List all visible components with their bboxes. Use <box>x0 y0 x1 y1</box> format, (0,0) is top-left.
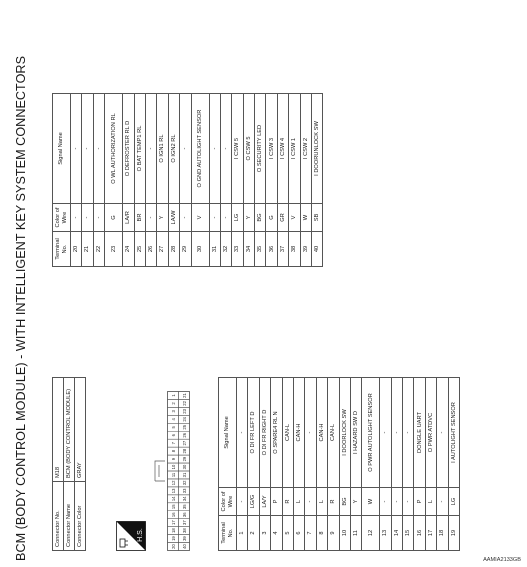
wire-color-cell: - <box>93 204 104 232</box>
terminal-no-cell: 9 <box>328 516 339 551</box>
wire-color-cell: - <box>403 488 414 516</box>
connector-pin-number: 9 <box>171 457 177 461</box>
wire-color-cell: - <box>391 488 402 516</box>
header-wire-color: Color of Wire <box>53 204 71 232</box>
terminal-no-cell: 35 <box>255 232 266 267</box>
table-row <box>414 378 425 551</box>
terminal-no-cell: 5 <box>282 516 293 551</box>
table-row <box>134 94 145 267</box>
connector-pin-number: 26 <box>182 432 188 438</box>
signal-name-cell: O GND AUTOLIGHT SENSOR <box>191 94 209 204</box>
connector-pin-number: 40 <box>182 544 188 549</box>
hs-label: H.S. <box>137 528 144 542</box>
wire-color-cell: - <box>305 488 316 516</box>
signal-name-cell: O DI FR LEFT D <box>248 378 259 488</box>
signal-name-cell: I DOORUNLOCK SW <box>312 94 323 204</box>
wire-color-cell: - <box>237 488 248 516</box>
signal-name-cell: I CSW 2 <box>300 94 311 204</box>
signal-name-cell: O CSW 5 <box>243 94 254 204</box>
wire-color-cell: Y <box>350 488 361 516</box>
signal-name-cell: O DEFROSTER RL D <box>123 94 134 204</box>
wire-color-cell: L <box>425 488 436 516</box>
table-row <box>105 94 123 267</box>
connector-pin-number: 4 <box>171 418 177 421</box>
wire-color-cell: W <box>300 204 311 232</box>
table-row <box>448 378 459 551</box>
connector-pin-number: 1 <box>171 394 177 397</box>
connector-info-row <box>64 378 75 551</box>
wire-color-cell: - <box>180 204 191 232</box>
connector-face-icon <box>153 391 205 551</box>
signal-name-cell: - <box>209 94 220 204</box>
connector-info-value: M18 <box>53 378 64 482</box>
connector-pin-number: 39 <box>182 536 188 541</box>
signal-name-cell: O SECURITY LED <box>255 94 266 204</box>
terminal-no-cell: 18 <box>437 516 448 551</box>
terminal-no-cell: 34 <box>243 232 254 267</box>
wire-color-cell: BG <box>339 488 350 516</box>
table-row <box>339 378 350 551</box>
connector-pin-number: 29 <box>182 456 188 462</box>
wire-color-cell: R <box>282 488 293 516</box>
signal-name-cell: CAN-L <box>282 378 293 488</box>
terminal-no-cell: 20 <box>71 232 82 267</box>
terminal-no-cell: 6 <box>293 516 304 551</box>
terminal-no-cell: 31 <box>209 232 220 267</box>
connector-pin-number: 17 <box>171 520 177 526</box>
table-row <box>248 378 259 551</box>
connector-pin-number: 2 <box>171 402 177 405</box>
table-row <box>243 94 254 267</box>
wire-color-cell: LA/R <box>123 204 134 232</box>
connector-pin-number: 31 <box>182 472 188 478</box>
terminal-no-cell: 40 <box>312 232 323 267</box>
terminal-no-cell: 16 <box>414 516 425 551</box>
connector-pin-number: 12 <box>171 480 177 486</box>
wire-color-cell: G <box>105 204 123 232</box>
table-row <box>209 94 220 267</box>
terminal-no-cell: 21 <box>82 232 93 267</box>
terminal-no-cell: 32 <box>220 232 231 267</box>
table-row <box>403 378 414 551</box>
table-row <box>380 378 391 551</box>
terminal-no-cell: 14 <box>391 516 402 551</box>
terminal-no-cell: 29 <box>180 232 191 267</box>
wire-color-cell: - <box>145 204 156 232</box>
connector-info-value: BCM (BODY CONTROL MODULE) <box>64 378 75 482</box>
connector-pin-number: 33 <box>182 488 188 494</box>
terminal-no-cell: 22 <box>93 232 104 267</box>
table-row <box>437 378 448 551</box>
terminal-no-cell: 1 <box>237 516 248 551</box>
header-signal-name: Signal Name <box>219 378 237 488</box>
table-row <box>220 94 231 267</box>
table-row <box>232 94 243 267</box>
wire-color-cell: - <box>71 204 82 232</box>
terminal-no-cell: 23 <box>105 232 123 267</box>
signal-name-cell: - <box>437 378 448 488</box>
signal-name-cell: I DOORLOCK SW <box>339 378 350 488</box>
table-row <box>350 378 361 551</box>
signal-name-cell: - <box>380 378 391 488</box>
terminal-no-cell: 10 <box>339 516 350 551</box>
connector-info-row <box>53 378 64 551</box>
table-row <box>93 94 104 267</box>
signal-name-cell: - <box>82 94 93 204</box>
signal-name-cell: O SPARE4 RL N <box>271 378 282 488</box>
connector-pin-number: 19 <box>171 536 177 541</box>
terminal-no-cell: 28 <box>168 232 179 267</box>
wire-color-cell: - <box>380 488 391 516</box>
figure-code: AAMIA2133GB <box>483 557 521 563</box>
connector-info-value: GRAY <box>75 378 86 482</box>
table-row <box>362 378 380 551</box>
signal-name-cell: - <box>145 94 156 204</box>
signal-name-cell: CAN-L <box>328 378 339 488</box>
connector-pin-number: 38 <box>182 528 188 533</box>
connector-pin-number: 24 <box>182 416 188 422</box>
connector-pin-number: 27 <box>182 440 188 446</box>
table-row <box>145 94 156 267</box>
connector-pin-number: 11 <box>171 472 177 478</box>
terminal-no-cell: 7 <box>305 516 316 551</box>
signal-name-cell: I AUTOLIGHT SENSOR <box>448 378 459 488</box>
terminal-no-cell: 2 <box>248 516 259 551</box>
table-row <box>71 94 82 267</box>
table-row <box>316 378 327 551</box>
signal-name-cell: O DI FR RIGHT D <box>259 378 270 488</box>
wire-color-cell: V <box>289 204 300 232</box>
wire-color-cell: - <box>82 204 93 232</box>
terminal-no-cell: 17 <box>425 516 436 551</box>
connector-pin-number: 34 <box>182 496 188 502</box>
wire-color-cell: BR <box>134 204 145 232</box>
connector-pin-number: 15 <box>171 504 177 510</box>
terminal-no-cell: 33 <box>232 232 243 267</box>
signal-name-cell: - <box>71 94 82 204</box>
terminal-no-cell: 12 <box>362 516 380 551</box>
table-row <box>180 94 191 267</box>
table-row <box>289 94 300 267</box>
signal-name-cell: - <box>180 94 191 204</box>
connector-pin-number: 5 <box>171 426 177 429</box>
signal-table-terminals-20-40 <box>52 93 323 267</box>
signal-name-cell: - <box>220 94 231 204</box>
connector-pin-number: 16 <box>171 512 177 518</box>
table-row <box>271 378 282 551</box>
signal-name-cell: I CSW 1 <box>289 94 300 204</box>
signal-name-cell: DONGLE UART <box>414 378 425 488</box>
table-row <box>328 378 339 551</box>
wire-color-cell: LG <box>232 204 243 232</box>
connector-pin-number: 3 <box>171 410 177 413</box>
signal-name-cell: O IGN1 RL <box>157 94 168 204</box>
terminal-no-cell: 11 <box>350 516 361 551</box>
connector-pin-number: 20 <box>171 544 177 549</box>
signal-name-cell: I CSW 3 <box>266 94 277 204</box>
signal-name-cell: O BAT TEMP1 RL <box>134 94 145 204</box>
wire-color-cell: L <box>316 488 327 516</box>
wire-color-cell: - <box>220 204 231 232</box>
table-row <box>123 94 134 267</box>
wire-color-cell: LG <box>448 488 459 516</box>
table-row <box>237 378 248 551</box>
terminal-no-cell: 27 <box>157 232 168 267</box>
header-signal-name: Signal Name <box>53 94 71 204</box>
signal-name-cell: - <box>403 378 414 488</box>
terminal-no-cell: 38 <box>289 232 300 267</box>
terminal-no-cell: 30 <box>191 232 209 267</box>
connector-pin-number: 28 <box>182 448 188 454</box>
terminal-no-cell: 4 <box>271 516 282 551</box>
terminal-no-cell: 37 <box>277 232 288 267</box>
terminal-no-cell: 36 <box>266 232 277 267</box>
connector-pin-number: 10 <box>171 464 177 470</box>
signal-name-cell: CAN-H <box>316 378 327 488</box>
connector-pin-number: 7 <box>171 442 177 445</box>
table-row <box>277 94 288 267</box>
connector-pin-number: 6 <box>171 434 177 437</box>
table-row <box>312 94 323 267</box>
wire-color-cell: L <box>293 488 304 516</box>
connector-info-label: Connector Color <box>75 482 86 551</box>
connector-pin-number: 21 <box>182 393 188 398</box>
page-title: BCM (BODY CONTROL MODULE) - WITH INTELLIGENT KEY SYSTEM CONNECTORS <box>14 55 28 561</box>
connector-pin-number: 18 <box>171 528 177 533</box>
signal-name-cell: I CSW 4 <box>277 94 288 204</box>
table-row <box>191 94 209 267</box>
signal-name-cell: O IGN2 RL <box>168 94 179 204</box>
wire-color-cell: - <box>437 488 448 516</box>
wire-color-cell: P <box>271 488 282 516</box>
header-terminal-no: Terminal No. <box>219 516 237 551</box>
terminal-no-cell: 26 <box>145 232 156 267</box>
table-row <box>293 378 304 551</box>
signal-name-cell: I CSW 5 <box>232 94 243 204</box>
table-row <box>300 94 311 267</box>
connector-info-label: Connector No. <box>53 482 64 551</box>
wire-color-cell: - <box>209 204 220 232</box>
signal-name-cell: - <box>237 378 248 488</box>
table-row <box>391 378 402 551</box>
terminal-no-cell: 24 <box>123 232 134 267</box>
connector-info-row <box>75 378 86 551</box>
table-row <box>82 94 93 267</box>
wire-color-cell: V <box>191 204 209 232</box>
signal-name-cell: O PWR ATDVC <box>425 378 436 488</box>
connector-pin-number: 8 <box>171 449 177 453</box>
signal-table-terminals-1-19 <box>218 377 460 551</box>
harness-side-icon <box>116 521 146 551</box>
table-row <box>168 94 179 267</box>
wire-color-cell: Y <box>157 204 168 232</box>
signal-name-cell: CAN-H <box>293 378 304 488</box>
wire-color-cell: LA/Y <box>259 488 270 516</box>
terminal-no-cell: 39 <box>300 232 311 267</box>
signal-name-cell: - <box>93 94 104 204</box>
table-row <box>255 94 266 267</box>
connector-pin-number: 36 <box>182 512 188 518</box>
wire-color-cell: BG <box>255 204 266 232</box>
signal-name-cell: O PWR AUTOLIGHT SENSOR <box>362 378 380 488</box>
signal-name-cell: O WL AUTHORIZATION RL <box>105 94 123 204</box>
connector-pin-number: 25 <box>182 424 188 430</box>
connector-pin-number: 35 <box>182 504 188 510</box>
table-row <box>157 94 168 267</box>
terminal-no-cell: 25 <box>134 232 145 267</box>
connector-pin-number: 22 <box>182 401 188 406</box>
wire-color-cell: G <box>266 204 277 232</box>
connector-pin-number: 37 <box>182 520 188 526</box>
wire-color-cell: LA/W <box>168 204 179 232</box>
connector-info-table <box>52 377 86 551</box>
terminal-no-cell: 19 <box>448 516 459 551</box>
signal-name-cell: - <box>391 378 402 488</box>
terminal-no-cell: 15 <box>403 516 414 551</box>
table-row <box>305 378 316 551</box>
terminal-no-cell: 13 <box>380 516 391 551</box>
header-wire-color: Color of Wire <box>219 488 237 516</box>
connector-pin-number: 32 <box>182 480 188 486</box>
header-terminal-no: Terminal No. <box>53 232 71 267</box>
table-row <box>425 378 436 551</box>
table-row <box>259 378 270 551</box>
wire-color-cell: W <box>362 488 380 516</box>
table-row <box>282 378 293 551</box>
table-row <box>266 94 277 267</box>
connector-pin-number: 14 <box>171 496 177 502</box>
signal-name-cell: - <box>305 378 316 488</box>
connector-pin-number: 30 <box>182 464 188 470</box>
connector-info-label: Connector Name <box>64 482 75 551</box>
signal-name-cell: I HAZARD SW D <box>350 378 361 488</box>
connector-pin-number: 13 <box>171 488 177 494</box>
terminal-no-cell: 8 <box>316 516 327 551</box>
wire-color-cell: R <box>328 488 339 516</box>
wire-color-cell: SB <box>312 204 323 232</box>
terminal-no-cell: 3 <box>259 516 270 551</box>
wire-color-cell: Y <box>243 204 254 232</box>
connector-pin-number: 23 <box>182 409 188 414</box>
wire-color-cell: P <box>414 488 425 516</box>
wire-color-cell: LG/G <box>248 488 259 516</box>
wire-color-cell: GR <box>277 204 288 232</box>
